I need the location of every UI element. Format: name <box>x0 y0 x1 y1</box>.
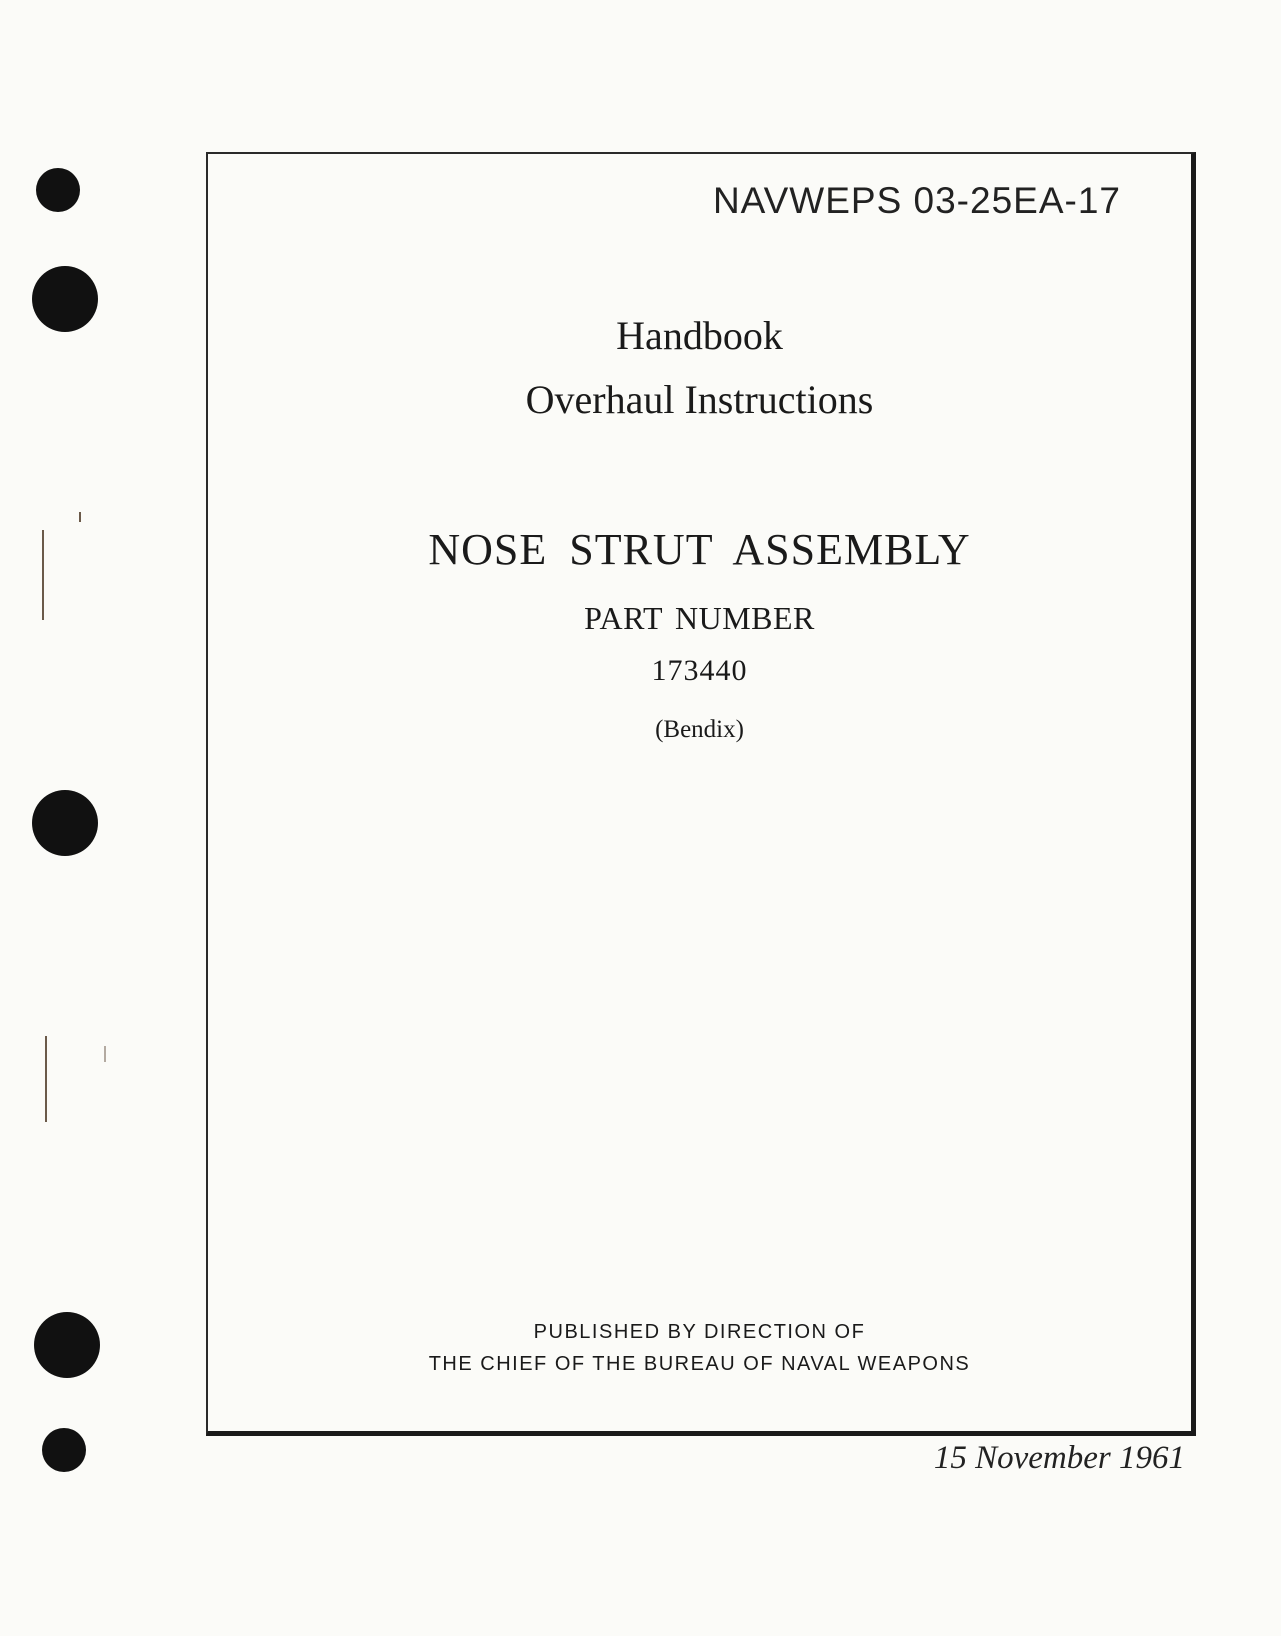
part-number-label: PART NUMBER <box>584 600 815 636</box>
document-number: NAVWEPS 03-25EA-17 <box>712 180 1121 221</box>
document-type-overhaul: Overhaul Instructions <box>525 377 874 422</box>
binder-hole-5 <box>42 1428 86 1472</box>
scan-speck <box>45 1036 47 1122</box>
scan-speck <box>104 1046 106 1062</box>
scan-speck <box>42 530 44 620</box>
document-type-handbook: Handbook <box>616 313 783 358</box>
publisher-line-1: PUBLISHED BY DIRECTION OF <box>533 1321 866 1343</box>
scan-speck <box>79 512 81 522</box>
binder-hole-3 <box>32 790 98 856</box>
binder-hole-1 <box>36 168 80 212</box>
cover-frame <box>206 152 1196 1436</box>
binder-hole-2 <box>32 266 98 332</box>
binder-hole-4 <box>34 1312 100 1378</box>
publication-date: 15 November 1961 <box>933 1440 1185 1476</box>
document-title: NOSE STRUT ASSEMBLY <box>428 525 971 574</box>
manufacturer: (Bendix) <box>655 716 744 743</box>
publisher-line-2: THE CHIEF OF THE BUREAU OF NAVAL WEAPONS <box>428 1353 971 1375</box>
part-number: 173440 <box>651 654 748 687</box>
